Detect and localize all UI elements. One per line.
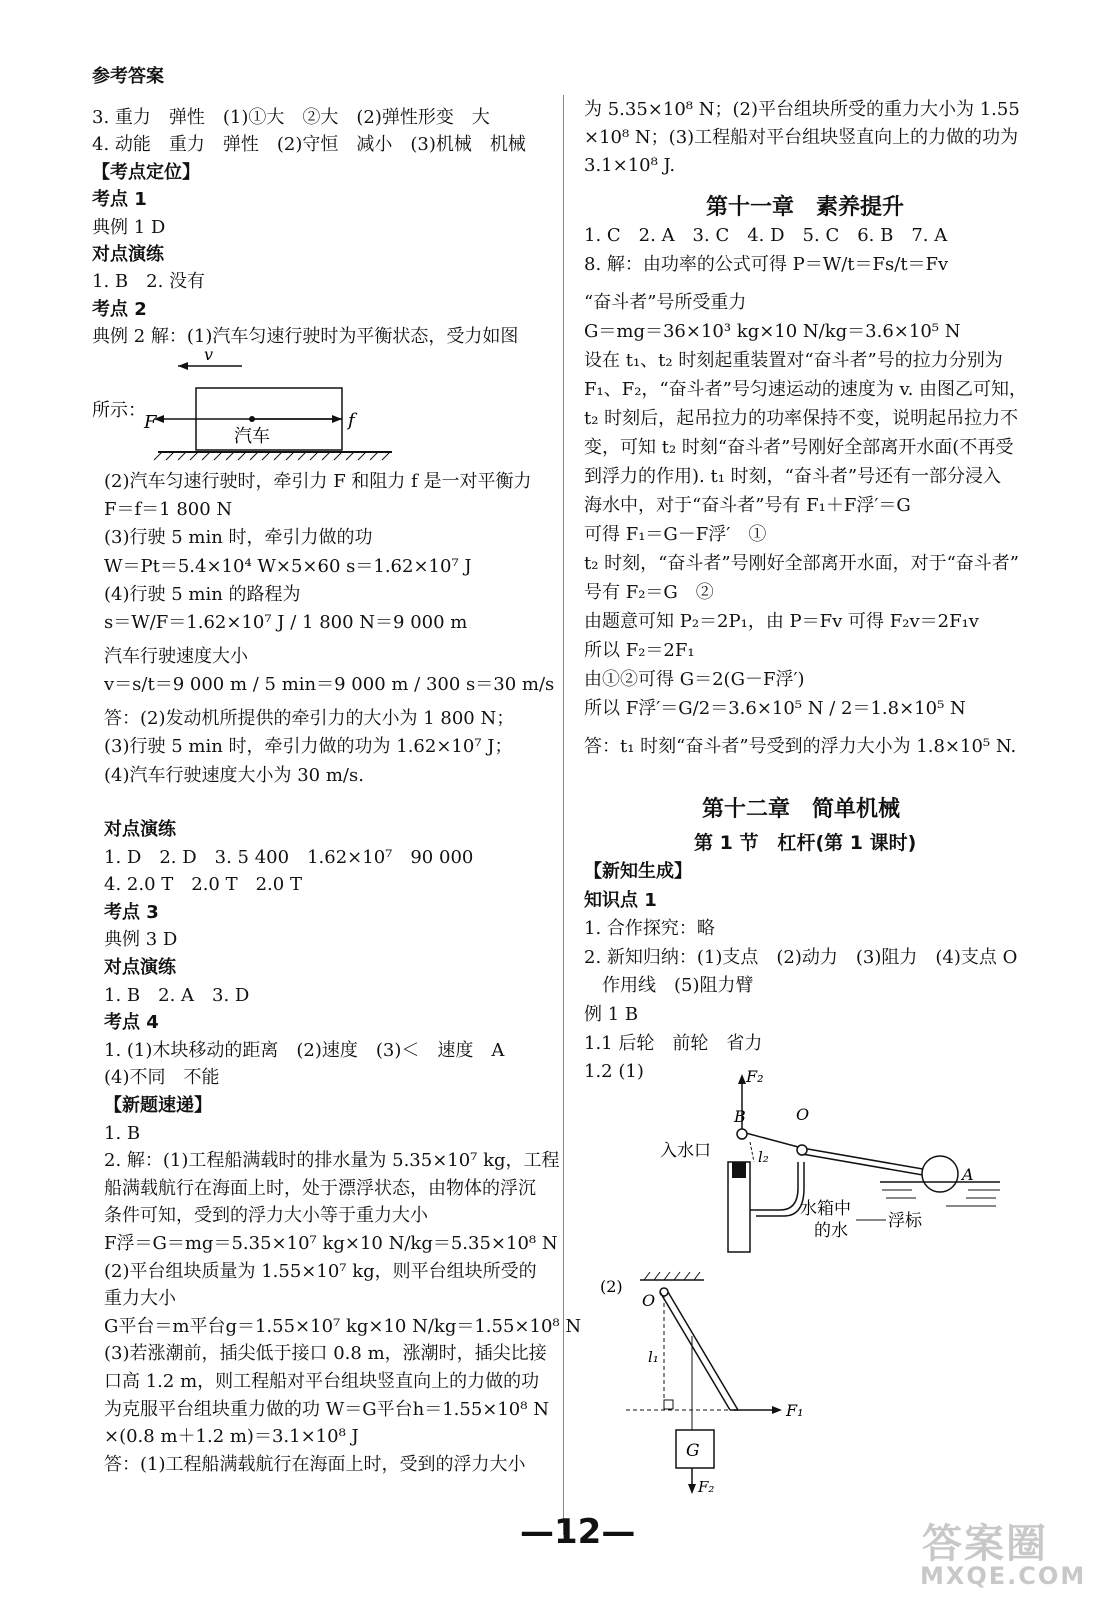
answer-line: 典例 3 D [104, 929, 178, 951]
fig1-l2-label: l₂ [758, 1148, 769, 1166]
answer-line: 对点演练 [104, 957, 176, 978]
answer-line: F浮＝G＝mg＝5.35×10⁷ kg×10 N/kg＝5.35×10⁸ N [104, 1233, 558, 1254]
solution-line: 海水中，对于“奋斗者”号有 F₁＋F浮′＝G [584, 495, 911, 516]
fig2-F2-label: F₂ [698, 1478, 715, 1496]
solution-line: G＝mg＝36×10³ kg×10 N/kg＝3.6×10⁵ N [584, 321, 961, 342]
answer-line: 知识点 1 [584, 889, 657, 911]
answer-line: 例 1 B [584, 1004, 639, 1025]
solution-line: 由①②可得 G＝2(G－F浮′) [584, 669, 805, 690]
answer-line: 1.2 (1) [584, 1061, 644, 1083]
solution-line: (4)汽车行驶速度大小为 30 m/s. [104, 764, 364, 786]
watermark-logo: 答案圈 [922, 1521, 1048, 1567]
fig1-inlet-label: 入水口 [660, 1141, 711, 1161]
fig1-O-label: O [796, 1105, 810, 1124]
car-force-diagram [92, 346, 512, 466]
answer-line: 1. 合作探究：略 [584, 918, 715, 940]
chapter-11-title: 第十一章 素养提升 [706, 195, 905, 220]
solution-line: 由题意可知 P₂＝2P₁，由 P＝Fv 可得 F₂v＝2F₁v [584, 611, 979, 632]
answer-line: 1. B 2. 没有 [92, 271, 206, 293]
solution-line: W＝Pt＝5.4×10⁴ W×5×60 s＝1.62×10⁷ J [104, 555, 472, 577]
page-header: 参考答案 [92, 66, 164, 87]
answer-line: 条件可知，受到的浮力大小等于重力大小 [104, 1205, 428, 1227]
answer-line: G平台＝m平台g＝1.55×10⁷ kg×10 N/kg＝1.55×10⁸ N [104, 1315, 582, 1337]
answer-line: (2)平台组块质量为 1.55×10⁷ kg，则平台组块所受的 [104, 1260, 537, 1282]
solution-line: 汽车行驶速度大小 [104, 646, 248, 667]
watermark-url: MXQE.COM [920, 1562, 1087, 1590]
solution-line: 答：t₁ 时刻“奋斗者”号受到的浮力大小为 1.8×10⁵ N. [584, 736, 1017, 757]
solution-line: v＝s/t＝9 000 m / 5 min＝9 000 m / 300 s＝30 m/s [104, 674, 555, 696]
answer-line: 1. D 2. D 3. 5 400 1.62×10⁷ 90 000 [104, 846, 474, 868]
solution-line: 变，可知 t₂ 时刻“奋斗者”号刚好全部离开水面(不再受 [584, 437, 1014, 458]
chapter-12-title: 第十二章 简单机械 [702, 797, 901, 822]
solution-line: 所以 F浮′＝G/2＝3.6×10⁵ N / 2＝1.8×10⁵ N [584, 698, 966, 719]
fig1-F2-label: F₂ [746, 1070, 764, 1086]
answer-line: 船满载航行在海面上时，处于漂浮状态，由物体的浮沉 [104, 1177, 536, 1199]
hanging-lever-diagram [600, 1270, 830, 1500]
solution-line: 到浮力的作用). t₁ 时刻，“奋斗者”号还有一部分浸入 [584, 466, 1002, 487]
car-label: 汽车 [234, 426, 270, 447]
solution-line: 答：(2)发动机所提供的牵引力的大小为 1 800 N； [104, 708, 515, 730]
answer-line: (4)不同 不能 [104, 1067, 220, 1089]
answer-line: 考点 1 [92, 189, 147, 211]
answer-line: 1. B 2. A 3. D [104, 984, 250, 1006]
answer-line: 为克服平台组块重力做的功 W＝G平台h＝1.55×10⁸ N [104, 1398, 549, 1420]
fig1-B-label: B [734, 1107, 746, 1126]
answer-line: 作用线 (5)阻力臂 [584, 975, 754, 997]
solution-line: (3)行驶 5 min 时，牵引力做的功为 1.62×10⁷ J； [104, 736, 513, 758]
answer-line: 2. 解：(1)工程船满载时的排水量为 5.35×10⁷ kg，工程 [104, 1150, 560, 1172]
solution-line: (2)汽车匀速行驶时，牵引力 F 和阻力 f 是一对平衡力 [104, 471, 532, 492]
solution-line: s＝W/F＝1.62×10⁷ J / 1 800 N＝9 000 m [104, 612, 468, 633]
answer-line: 3. 重力 弹性 (1)①大 ②大 (2)弹性形变 大 [92, 107, 490, 128]
solution-line: 可得 F₁＝G－F浮′ ① [584, 524, 767, 545]
fig1-water-label-2: 的水 [814, 1221, 848, 1241]
answer-line: 典例 2 解：(1)汽车匀速行驶时为平衡状态，受力如图 [92, 326, 519, 348]
answer-line: 考点 3 [104, 901, 159, 923]
answer-line: 为 5.35×10⁸ N；(2)平台组块所受的重力大小为 1.55 [584, 99, 1020, 120]
answer-line: 2. 新知归纳：(1)支点 (2)动力 (3)阻力 (4)支点 O [584, 946, 1018, 968]
fig2-l1-label: l₁ [648, 1348, 659, 1366]
fig2-number: (2) [600, 1277, 623, 1296]
solution-line: 8. 解：由功率的公式可得 P＝W/t＝Fs/t＝Fv [584, 254, 949, 275]
answer-line: (3)若涨潮前，插尖低于接口 0.8 m，涨潮时，插尖比接 [104, 1343, 547, 1365]
fig2-O-label: O [642, 1291, 656, 1310]
fig1-A-label: A [962, 1165, 974, 1184]
answer-line: 【考点定位】 [92, 161, 200, 183]
answer-line: 1.1 后轮 前轮 省力 [584, 1032, 763, 1054]
fig2-F1-label: F₁ [786, 1401, 804, 1420]
fig1-water-label-1: 水箱中 [800, 1199, 851, 1219]
fig2-G-label: G [686, 1441, 700, 1461]
answer-line: 典例 1 D [92, 216, 166, 238]
solution-line: 号有 F₂＝G ② [584, 582, 714, 603]
figure-prefix: 所示： [92, 400, 146, 421]
solution-line: (4)行驶 5 min 的路程为 [104, 583, 301, 605]
solution-line: “奋斗者”号所受重力 [584, 292, 747, 313]
answer-line: 4. 动能 重力 弹性 (2)守恒 减小 (3)机械 机械 [92, 134, 526, 156]
answer-line: 对点演练 [92, 244, 164, 265]
answer-line: 1. (1)木块移动的距离 (2)速度 (3)＜ 速度 A [104, 1039, 505, 1061]
answer-line: ×10⁸ N；(3)工程船对平台组块竖直向上的力做的功为 [584, 127, 1019, 148]
section-title: 第 1 节 杠杆(第 1 课时) [694, 832, 917, 854]
answer-line: 【新知生成】 [584, 861, 692, 882]
answer-line: 重力大小 [104, 1288, 176, 1310]
answer-line: 对点演练 [104, 819, 176, 840]
answer-line: 考点 4 [104, 1012, 159, 1034]
float-valve-lever-diagram [650, 1070, 1010, 1260]
solution-line: F₁、F₂，“奋斗者”号匀速运动的速度为 v. 由图乙可知， [584, 379, 1028, 400]
page-number: —12— [520, 1512, 636, 1552]
answer-line: 【新题速递】 [104, 1095, 212, 1116]
solution-line: (3)行驶 5 min 时，牵引力做的功 [104, 527, 373, 549]
answer-line: 口高 1.2 m，则工程船对平台组块竖直向上的力做的功 [104, 1371, 540, 1392]
solution-line: 所以 F₂＝2F₁ [584, 640, 695, 661]
answer-line: ×(0.8 m＋1.2 m)＝3.1×10⁸ J [104, 1426, 359, 1448]
answer-line: 4. 2.0 T 2.0 T 2.0 T [104, 874, 302, 896]
traction-force-label: F [144, 412, 157, 433]
solution-line: 1. C 2. A 3. C 4. D 5. C 6. B 7. A [584, 225, 948, 246]
friction-force-label: f [348, 410, 355, 431]
answer-line: 1. B [104, 1122, 141, 1144]
solution-line: t₂ 时刻后，起吊拉力的功率保持不变，说明起吊拉力不 [584, 408, 1019, 429]
answer-line: 3.1×10⁸ J. [584, 155, 676, 176]
solution-line: 设在 t₁、t₂ 时刻起重装置对“奋斗者”号的拉力分别为 [584, 350, 1003, 371]
solution-line: F＝f＝1 800 N [104, 499, 233, 521]
answer-line: 考点 2 [92, 298, 147, 320]
solution-line: t₂ 时刻，“奋斗者”号刚好全部离开水面，对于“奋斗者” [584, 553, 1019, 574]
fig1-float-label: 浮标 [888, 1211, 922, 1231]
answer-line: 答：(1)工程船满载航行在海面上时，受到的浮力大小 [104, 1453, 526, 1475]
velocity-label: v [204, 346, 214, 364]
